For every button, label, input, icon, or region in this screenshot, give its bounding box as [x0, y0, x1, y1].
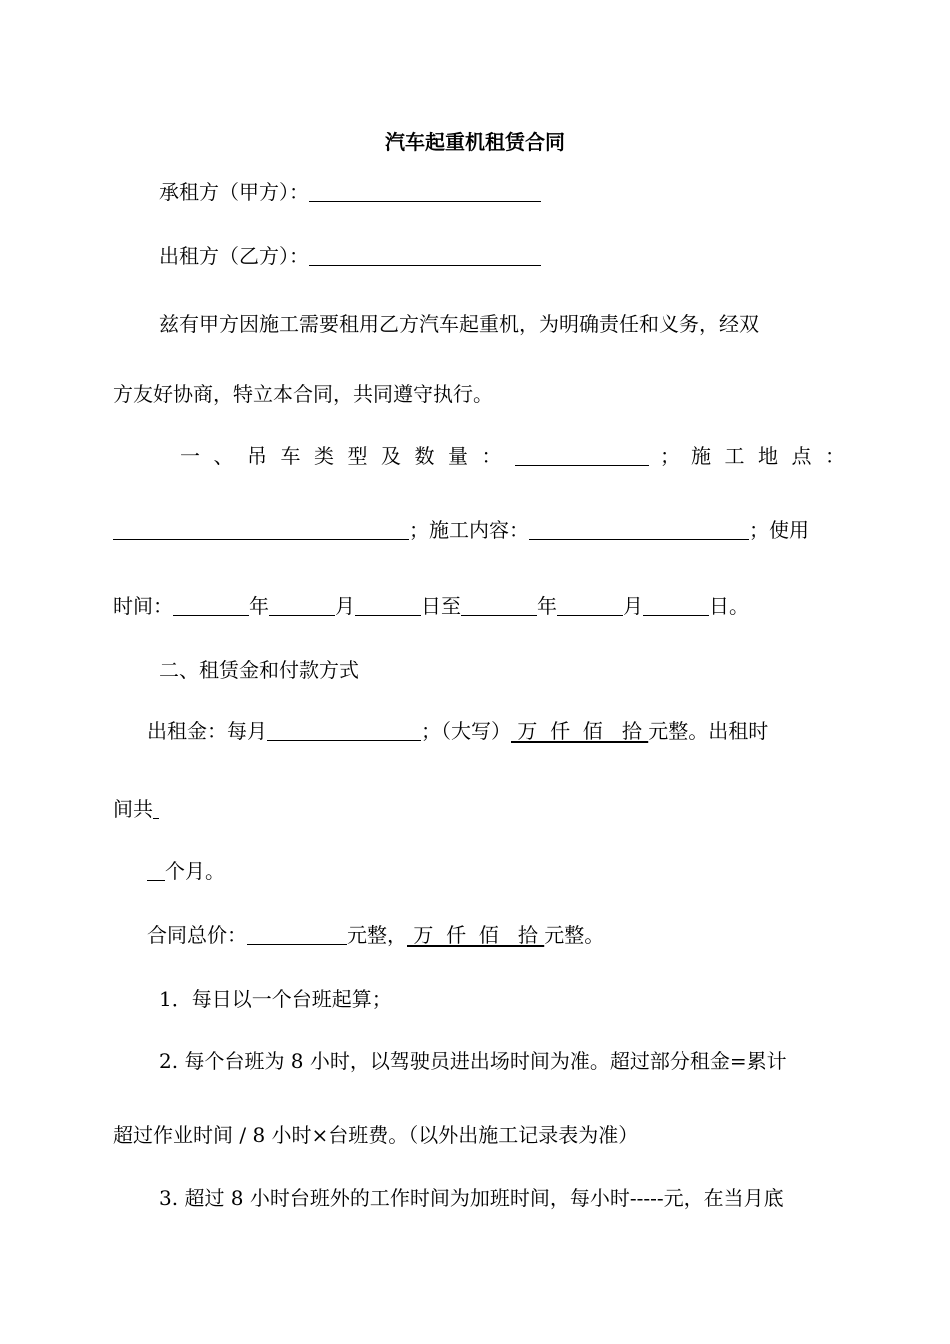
section1-content-line — [113, 517, 809, 543]
section1-heading: 一、吊车类型及数量： — [180, 444, 515, 468]
total-blank[interactable] — [247, 924, 347, 945]
period-blank-start[interactable] — [153, 798, 159, 819]
day-end-text: 日。 — [709, 594, 749, 618]
start-month-blank[interactable] — [269, 595, 335, 616]
site-blank[interactable] — [113, 519, 409, 540]
section1-heading-line — [180, 443, 859, 469]
section2-heading: 二、租赁金和付款方式 — [159, 658, 359, 682]
end-year-blank[interactable] — [461, 595, 537, 616]
period-label: 间共 — [113, 797, 153, 821]
lessor-blank[interactable] — [309, 245, 541, 266]
time-label: 时间： — [113, 594, 173, 618]
section1-sep1: ； — [660, 444, 680, 468]
lessee-blank[interactable] — [309, 181, 541, 202]
total-label: 合同总价： — [147, 923, 247, 947]
year-text-2: 年 — [537, 594, 557, 618]
rent-line — [147, 718, 768, 744]
months-line — [147, 858, 225, 884]
intro-line-2: 方友好协商，特立本合同，共同遵守执行。 — [113, 382, 493, 406]
lessor-line — [159, 243, 541, 269]
rule-2-line-1: 2. 每个台班为 8 小时，以驾驶员进出场时间为准。超过部分租金=累计 — [159, 1049, 787, 1073]
content-blank[interactable] — [529, 519, 749, 540]
total-amount-units[interactable]: 万 仟 佰 拾 — [407, 923, 545, 947]
month-text: 月 — [335, 594, 355, 618]
rent-label: 出租金：每月 — [147, 719, 267, 743]
months-text: 个月。 — [165, 859, 225, 883]
total-mid: 元整， — [347, 923, 407, 947]
lessor-label: 出租方（乙方）： — [159, 244, 309, 268]
lessee-label: 承租方（甲方）： — [159, 180, 309, 204]
site-label: 施工地点： — [691, 444, 859, 468]
rule-2-line-2: 超过作业时间 / 8 小时×台班费。（以外出施工记录表为准） — [113, 1123, 639, 1147]
page-title: 汽车起重机租赁合同 — [385, 130, 565, 154]
lessee-line — [159, 179, 541, 205]
intro-line-1: 兹有甲方因施工需要租用乙方汽车起重机，为明确责任和义务，经双 — [159, 312, 759, 336]
rule-3-line-1: 3. 超过 8 小时台班外的工作时间为加班时间，每小时-----元，在当月底 — [159, 1186, 784, 1210]
rent-tail: 元整。出租时 — [648, 719, 769, 743]
use-tail: ；使用 — [749, 518, 809, 542]
period-line — [113, 796, 159, 822]
month-text-2: 月 — [623, 594, 643, 618]
content-label: ；施工内容： — [409, 518, 529, 542]
end-day-blank[interactable] — [643, 595, 709, 616]
day-to-text: 日至 — [421, 594, 461, 618]
rule-1: 1．每日以一个台班起算； — [159, 987, 392, 1011]
end-month-blank[interactable] — [557, 595, 623, 616]
monthly-rent-blank[interactable] — [267, 720, 421, 741]
total-line — [147, 922, 604, 948]
start-day-blank[interactable] — [355, 595, 421, 616]
months-blank[interactable] — [147, 860, 165, 881]
total-tail: 元整。 — [544, 923, 605, 947]
daxie-label: ；（大写） — [421, 719, 511, 743]
section1-time-line — [113, 593, 749, 619]
year-text: 年 — [249, 594, 269, 618]
start-year-blank[interactable] — [173, 595, 249, 616]
crane-type-blank[interactable] — [515, 445, 649, 466]
rent-amount-units[interactable]: 万 仟 佰 拾 — [511, 719, 649, 743]
